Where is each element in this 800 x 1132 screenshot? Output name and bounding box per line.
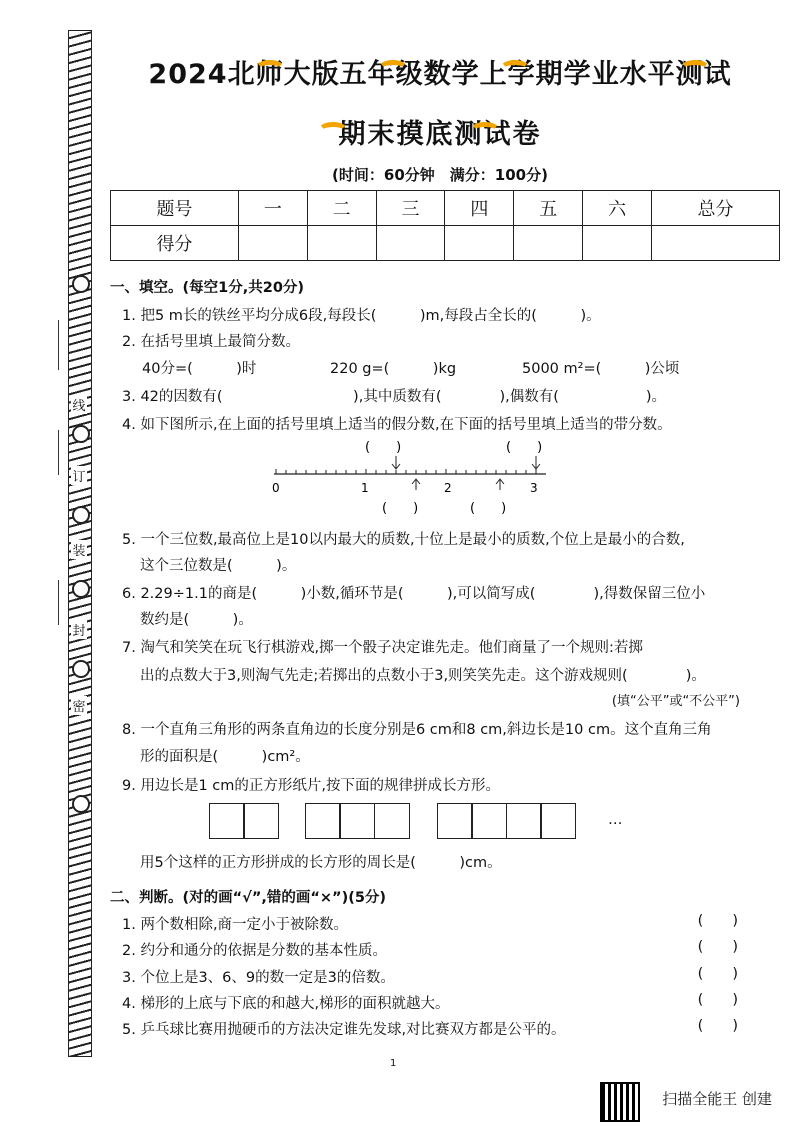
side-line <box>58 580 59 625</box>
side-line <box>58 320 59 370</box>
table-cell: 得分 <box>111 226 239 261</box>
section1-heading: 一、填空。(每空1分,共20分) <box>110 280 305 296</box>
rectangle-3-squares <box>306 803 410 839</box>
question-1: 1. 把5 m长的铁丝平均分成6段,每段长( )m,每段占全长的( )。 <box>122 308 601 324</box>
rectangle-2-squares <box>210 803 279 839</box>
judgment-paren[interactable]: ( ) <box>697 1018 738 1034</box>
binding-hole <box>72 580 90 598</box>
square <box>339 803 375 839</box>
number-line <box>260 436 560 518</box>
binding-label: 密 <box>71 696 87 715</box>
judgment-item: 5. 乒乓球比赛用抛硬币的方法决定谁先发球,对比赛双方都是公平的。 <box>122 1022 566 1038</box>
judgment-paren[interactable]: ( ) <box>697 939 738 955</box>
tick-label: 3 <box>530 481 538 495</box>
square <box>506 803 542 839</box>
decoration-mark <box>255 60 285 77</box>
score-cell[interactable] <box>583 226 652 261</box>
question-9-cont: 用5个这样的正方形拼成的长方形的周长是( )cm。 <box>140 855 502 871</box>
question-2a: 40分=( )时 <box>142 361 257 377</box>
score-table <box>110 190 780 261</box>
binding-hole <box>72 275 90 293</box>
square <box>374 803 410 839</box>
table-cell: 总分 <box>652 191 780 226</box>
score-cell[interactable] <box>445 226 514 261</box>
judgment-paren[interactable]: ( ) <box>697 992 738 1008</box>
binding-strip <box>62 30 100 1060</box>
binding-label: 线 <box>71 395 87 414</box>
decoration-mark <box>470 122 500 139</box>
page-mark: 1 <box>390 1058 397 1069</box>
score-cell[interactable] <box>307 226 376 261</box>
tick-label: 1 <box>361 481 369 495</box>
question-4: 4. 如下图所示,在上面的括号里填上适当的假分数,在下面的括号里填上适当的带分数。 <box>122 417 672 433</box>
time-info: (时间：60分钟 满分：100分) <box>332 166 548 184</box>
exam-subtitle: 期末摸底测试卷 <box>338 119 542 150</box>
judgment-item: 2. 约分和通分的依据是分数的基本性质。 <box>122 943 387 959</box>
question-2: 2. 在括号里填上最简分数。 <box>122 334 300 350</box>
binding-label: 装 <box>71 540 87 559</box>
score-cell[interactable] <box>652 226 780 261</box>
judgment-paren[interactable]: ( ) <box>697 913 738 929</box>
judgment-paren[interactable]: ( ) <box>697 966 738 982</box>
table-cell: 三 <box>376 191 445 226</box>
side-line <box>58 430 59 475</box>
tick-label: 2 <box>444 481 452 495</box>
question-8: 8. 一个直角三角形的两条直角边的长度分别是6 cm和8 cm,斜边长是10 cm。这个直角三角 <box>122 722 712 738</box>
square <box>305 803 341 839</box>
binding-hole <box>72 506 90 524</box>
table-cell: 四 <box>445 191 514 226</box>
question-6: 6. 2.29÷1.1的商是( )小数,循环节是( ),可以简写成( ),得数保留三位小 <box>122 586 706 602</box>
number-line-ticks <box>276 469 536 474</box>
judgment-item: 3. 个位上是3、6、9的数一定是3的倍数。 <box>122 970 395 986</box>
exam-title: 2024北师大版五年级数学上学期学业水平测试 <box>148 59 732 90</box>
question-5-cont: 这个三位数是( )。 <box>140 558 297 574</box>
scanner-watermark: 扫描全能王 创建 <box>662 1090 772 1108</box>
square <box>243 803 279 839</box>
section2-heading: 二、判断。(对的画“√”,错的画“×”)(5分) <box>110 890 387 906</box>
question-3: 3. 42的因数有( ),其中质数有( ),偶数有( )。 <box>122 389 667 405</box>
square <box>437 803 473 839</box>
question-9: 9. 用边长是1 cm的正方形纸片,按下面的规律拼成长方形。 <box>122 778 500 794</box>
decoration-mark <box>378 60 408 77</box>
binding-hole <box>72 425 90 443</box>
tick-label: 0 <box>272 481 280 495</box>
binding-hole <box>72 660 90 678</box>
table-cell: 六 <box>583 191 652 226</box>
question-5: 5. 一个三位数,最高位上是10以内最大的质数,十位上是最小的质数,个位上是最小的合数, <box>122 532 685 548</box>
square <box>540 803 576 839</box>
question-6-cont: 数约是( )。 <box>140 612 253 628</box>
square <box>209 803 245 839</box>
question-2b: 220 g=( )kg <box>330 361 457 377</box>
judgment-item: 4. 梯形的上底与下底的和越大,梯形的面积就越大。 <box>122 996 450 1012</box>
answer-paren: ( ) <box>470 501 507 516</box>
answer-paren: ( ) <box>382 501 419 516</box>
score-cell[interactable] <box>514 226 583 261</box>
answer-paren: ( ) <box>506 440 543 455</box>
question-7-cont: 出的点数大于3,则淘气先走;若掷出的点数小于3,则笑笑先走。这个游戏规则( )。 <box>140 668 706 684</box>
score-cell[interactable] <box>376 226 445 261</box>
answer-paren: ( ) <box>365 440 402 455</box>
ellipsis: … <box>608 812 623 828</box>
table-cell: 五 <box>514 191 583 226</box>
table-cell: 题号 <box>111 191 239 226</box>
score-table-header-row <box>111 191 780 226</box>
qr-code-icon <box>600 1082 640 1122</box>
rectangle-4-squares <box>438 803 576 839</box>
question-8-cont: 形的面积是( )cm²。 <box>140 749 310 765</box>
binding-hole <box>72 795 90 813</box>
table-cell: 一 <box>238 191 307 226</box>
binding-label: 封 <box>71 620 87 639</box>
square <box>471 803 507 839</box>
table-cell: 二 <box>307 191 376 226</box>
question-2c: 5000 m²=( )公顷 <box>522 361 680 377</box>
judgment-item: 1. 两个数相除,商一定小于被除数。 <box>122 917 349 933</box>
score-table-score-row <box>111 226 780 261</box>
decoration-mark <box>680 60 710 77</box>
question-7-note: (填“公平”或“不公平”) <box>611 694 740 709</box>
binding-label: 订 <box>71 466 87 485</box>
decoration-mark <box>500 60 530 77</box>
question-7: 7. 淘气和笑笑在玩飞行棋游戏,掷一个骰子决定谁先走。他们商量了一个规则:若掷 <box>122 640 643 656</box>
decoration-mark <box>318 122 348 139</box>
score-cell[interactable] <box>238 226 307 261</box>
